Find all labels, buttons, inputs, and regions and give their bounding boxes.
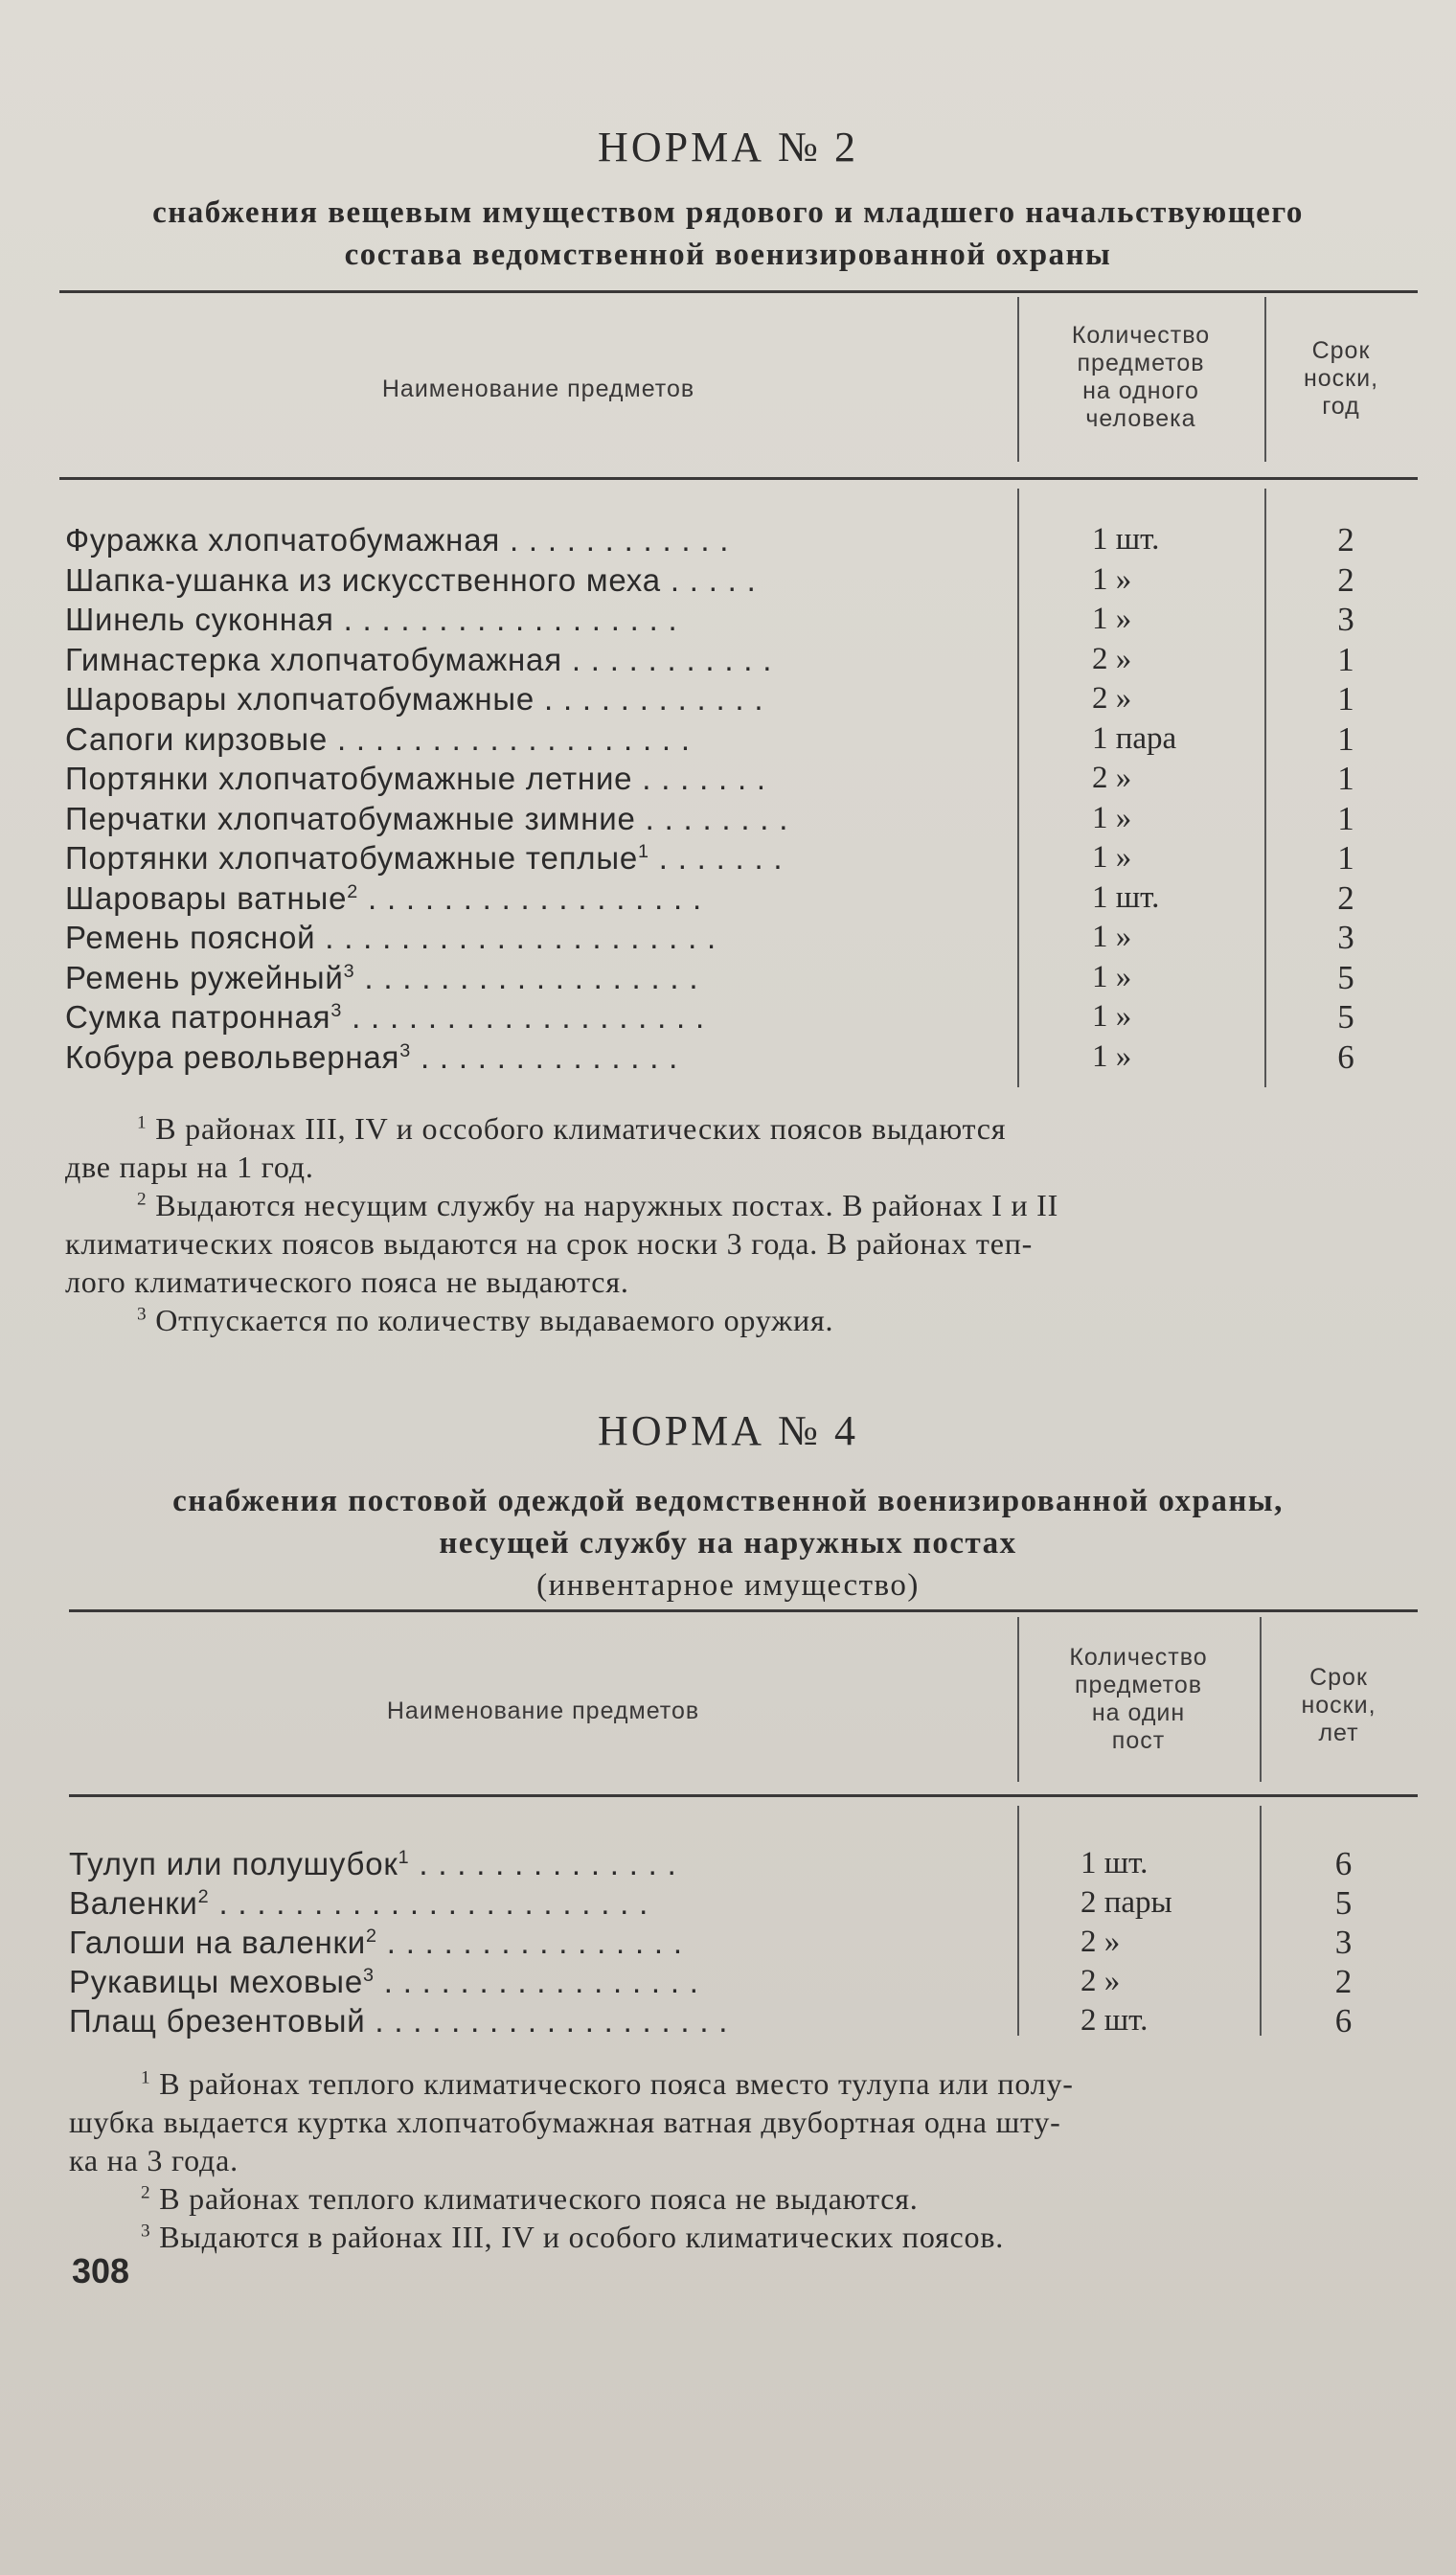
norm4-subtitle-line: несущей службу на наружных постах (439, 1526, 1017, 1561)
item-name-text: Плащ брезентовый (69, 2003, 366, 2039)
footnote-ref: 2 (197, 1886, 210, 1907)
table-row (0, 679, 1456, 718)
norm2-header-qty (1017, 322, 1264, 433)
footnote-ref: 1 (398, 1847, 410, 1868)
norm4-top-rule (69, 1609, 1418, 1612)
item-name-text: Сапоги кирзовые (65, 720, 328, 757)
table-row (0, 838, 1456, 877)
footnote-mark: 3 (137, 1304, 148, 1325)
footnote-line (69, 2179, 1074, 2218)
item-name-text: Шапка-ушанка из искусственного меха (65, 561, 661, 598)
item-quantity: 1 » (1092, 800, 1132, 835)
norm2-header-rule (59, 477, 1418, 480)
item-term: 5 (1337, 998, 1354, 1036)
header-line: Количество (1069, 1644, 1208, 1671)
item-name-text: Рукавицы меховые (69, 1964, 363, 1999)
norm4-subtitle (57, 1480, 1399, 1607)
item-name (65, 719, 999, 759)
item-term: 1 (1337, 799, 1354, 837)
leader-dots: . . . . . . . . . . . . . . (409, 1846, 677, 1881)
item-name-text: Сумка патронная (65, 999, 331, 1035)
footnote-line (65, 1148, 1058, 1186)
footnote-text: ка на 3 года. (69, 2143, 239, 2177)
item-term: 3 (1334, 1924, 1353, 1961)
item-term: 5 (1337, 958, 1354, 996)
leader-dots: . . . . . . . . . . . . . . (411, 1038, 679, 1075)
leader-dots: . . . . . . . (648, 840, 784, 876)
item-name (65, 679, 999, 718)
footnote-ref: 3 (362, 1965, 375, 1986)
norm4-title: НОРМА № 4 (598, 1407, 858, 1454)
norm4-subtitle-note: (инвентарное имущество) (536, 1568, 920, 1603)
footnote-mark: 2 (141, 2182, 151, 2203)
footnote-text: две пары на 1 год. (65, 1150, 314, 1184)
item-term: 3 (1337, 919, 1354, 956)
footnote-ref: 3 (399, 1039, 412, 1061)
item-name-text: Ремень ружейный (65, 959, 344, 995)
item-term: 5 (1334, 1884, 1353, 1922)
table-row (0, 2001, 1456, 2040)
item-term: 1 (1337, 640, 1354, 678)
header-line: предметов (1077, 350, 1205, 376)
footnote-line (65, 1224, 1058, 1263)
item-quantity: 1 пара (1092, 720, 1177, 756)
header-line: носки, (1301, 1692, 1376, 1719)
leader-dots: . . . . . . . . . . . . . . . . . . . . . (315, 920, 717, 955)
table-row (0, 719, 1456, 759)
header-line: на один (1091, 1699, 1186, 1726)
header-line: пост (1111, 1727, 1166, 1754)
footnote-mark: 1 (141, 2067, 151, 2088)
footnote-ref: 3 (330, 1000, 343, 1021)
leader-dots: . . . . . . . . . . . . (500, 522, 730, 558)
item-term: 6 (1334, 1845, 1353, 1882)
norm2-subtitle-line: снабжения вещевым имуществом рядового и младшего начальствующего (152, 195, 1304, 230)
leader-dots: . . . . . . . (632, 761, 766, 796)
item-name-text: Кобура револьверная (65, 1038, 400, 1075)
header-line: предметов (1075, 1672, 1202, 1698)
table-row (0, 918, 1456, 957)
header-line: носки, (1303, 365, 1379, 392)
norm4-header-term (1260, 1664, 1418, 1747)
item-term: 2 (1334, 1963, 1353, 2000)
item-name-text: Перчатки хлопчатобумажные зимние (65, 800, 636, 836)
footnote-text: лого климатического пояса не выдаются. (65, 1265, 629, 1299)
norm4-footnotes (69, 2064, 1074, 2256)
table-row (0, 1844, 1456, 1883)
table-row (0, 560, 1456, 600)
item-quantity: 2 » (1081, 1925, 1121, 1959)
footnote-ref: 2 (347, 880, 359, 902)
table-row (0, 799, 1456, 838)
footnote-text: климатических поясов выдаются на срок носки 3 года. В районах теп- (65, 1226, 1034, 1261)
norm2-header-name: Наименование предметов (381, 376, 695, 402)
item-name-text: Шаровары хлопчатобумажные (65, 681, 535, 717)
item-name (65, 958, 999, 997)
item-quantity: 1 » (1092, 999, 1132, 1034)
footnote-ref: 2 (366, 1926, 377, 1947)
item-name-text: Фуражка хлопчатобумажная (65, 522, 501, 558)
footnote-line (65, 1109, 1058, 1148)
item-quantity: 1 » (1092, 840, 1132, 875)
footnote-text: В районах теплого климатического пояса не выдаются. (159, 2181, 919, 2216)
footnote-text: В районах теплого климатического пояса вместо тулупа или полу- (159, 2066, 1074, 2101)
item-name (69, 1844, 1003, 1883)
item-term: 1 (1337, 760, 1354, 797)
footnote-line (69, 2141, 1074, 2179)
table-row (0, 958, 1456, 997)
footnote-mark: 1 (137, 1112, 148, 1133)
leader-dots: . . . . . . . . . . . . . . . . . . (354, 959, 699, 995)
footnote-line (65, 1301, 1058, 1339)
header-line: год (1322, 393, 1360, 420)
norm2-footnotes (65, 1109, 1058, 1339)
leader-dots: . . . . . . . . . . . . . . . . . . . (365, 2003, 729, 2039)
footnote-line (69, 2218, 1074, 2256)
leader-dots: . . . . . . . . . . . . . . . . . . . (342, 999, 705, 1035)
table-row (0, 1923, 1456, 1962)
table-row (0, 1883, 1456, 1923)
item-quantity: 1 » (1092, 602, 1132, 636)
item-name (69, 1962, 1003, 2001)
footnote-ref: 1 (638, 841, 649, 862)
leader-dots: . . . . . . . . . . . . (535, 681, 764, 717)
table-row (0, 759, 1456, 798)
leader-dots: . . . . . . . . . . . . . . . . . . (358, 879, 702, 916)
footnote-line (69, 2103, 1074, 2141)
header-line: Срок (1309, 1664, 1368, 1691)
item-quantity: 1 » (1092, 920, 1132, 954)
header-line: Количество (1071, 322, 1211, 349)
footnote-line (65, 1263, 1058, 1301)
item-name (65, 878, 999, 918)
leader-dots: . . . . . . . . . . . . . . . . . (374, 1964, 699, 1999)
item-name (65, 560, 999, 600)
leader-dots: . . . . . . . . . . . . . . . . (376, 1925, 683, 1960)
item-quantity: 2 пары (1081, 1885, 1172, 1920)
header-line: лет (1318, 1720, 1359, 1746)
footnote-line (65, 1186, 1058, 1224)
norm2-subtitle (57, 192, 1399, 276)
item-name (69, 2001, 1003, 2040)
footnote (69, 2179, 1074, 2218)
item-name (65, 1037, 999, 1077)
table-row (0, 878, 1456, 918)
item-name (65, 640, 999, 679)
item-term: 1 (1337, 839, 1354, 877)
item-term: 6 (1337, 1037, 1354, 1076)
header-line: Срок (1311, 337, 1371, 364)
item-term: 3 (1337, 601, 1354, 638)
leader-dots: . . . . . (660, 561, 757, 598)
item-name-text: Шинель суконная (65, 602, 334, 637)
footnote (65, 1186, 1058, 1301)
footnote-text: шубка выдается куртка хлопчатобумажная ватная двубортная одна шту- (69, 2105, 1061, 2139)
item-name-text: Портянки хлопчатобумажные теплые (65, 840, 638, 876)
footnote (65, 1109, 1058, 1186)
footnote (65, 1301, 1058, 1339)
item-name (65, 759, 999, 798)
item-name-text: Гимнастерка хлопчатобумажная (65, 641, 562, 677)
footnote-mark: 3 (141, 2221, 151, 2242)
footnote-text: В районах III, IV и оссобого климатических поясов выдаются (155, 1111, 1007, 1146)
item-quantity: 2 » (1092, 761, 1132, 795)
item-name-text: Ремень поясной (65, 920, 316, 955)
item-name-text: Шаровары ватные (65, 879, 348, 916)
footnote-text: Отпускается по количеству выдаваемого оружия. (155, 1303, 834, 1337)
item-term: 2 (1337, 560, 1354, 599)
item-quantity: 1 » (1092, 959, 1132, 994)
norm2-title: НОРМА № 2 (598, 124, 858, 171)
item-name (65, 997, 999, 1037)
item-name (65, 799, 999, 838)
footnote-line (69, 2064, 1074, 2103)
item-quantity: 2 » (1092, 681, 1132, 716)
page-number: 308 (72, 2251, 130, 2290)
table-row (0, 997, 1456, 1037)
norm2-header-term (1264, 337, 1418, 421)
leader-dots: . . . . . . . . . . . . . . . . . . . . . . . (209, 1885, 649, 1921)
item-quantity: 2 » (1092, 641, 1132, 676)
item-name (69, 1883, 1003, 1923)
item-quantity: 1 шт. (1092, 522, 1160, 557)
table-row (0, 640, 1456, 679)
item-term: 1 (1337, 680, 1354, 718)
footnote (69, 2064, 1074, 2179)
norm4-header-qty (1017, 1644, 1260, 1755)
item-name-text: Галоши на валенки (69, 1925, 366, 1960)
norm4-header-name: Наименование предметов (386, 1698, 700, 1724)
item-name-text: Тулуп или полушубок (69, 1846, 398, 1881)
table-row (0, 1037, 1456, 1077)
item-name (65, 520, 999, 559)
item-name (69, 1923, 1003, 1962)
item-quantity: 1 » (1092, 1038, 1132, 1074)
norm4-header-rule (69, 1794, 1418, 1797)
norm2-top-rule (59, 290, 1418, 293)
footnote (69, 2218, 1074, 2256)
item-quantity: 2 шт. (1081, 2003, 1149, 2038)
footnote-text: Выдаются в районах III, IV и особого климатических поясов. (159, 2220, 1005, 2254)
item-name-text: Портянки хлопчатобумажные летние (65, 761, 633, 796)
item-name (65, 838, 999, 877)
norm2-subtitle-line: состава ведомственной военизированной охраны (344, 238, 1112, 272)
item-quantity: 2 » (1081, 1964, 1121, 1998)
item-quantity: 1 » (1092, 561, 1132, 597)
table-row (0, 520, 1456, 559)
item-name (65, 918, 999, 957)
item-name-text: Валенки (69, 1885, 198, 1921)
table-row (0, 1962, 1456, 2001)
footnote-ref: 3 (343, 960, 355, 982)
leader-dots: . . . . . . . . . . . (561, 641, 773, 677)
item-term: 2 (1337, 878, 1354, 917)
norm4-subtitle-line: снабжения постовой одеждой ведомственной военизированной охраны, (172, 1484, 1284, 1518)
leader-dots: . . . . . . . . . . . . . . . . . . . (328, 720, 691, 757)
item-term: 6 (1334, 2002, 1353, 2039)
header-line: человека (1085, 405, 1196, 432)
leader-dots: . . . . . . . . (635, 800, 789, 836)
leader-dots: . . . . . . . . . . . . . . . . . . (333, 602, 678, 637)
item-quantity: 1 шт. (1092, 879, 1160, 915)
table-row (0, 600, 1456, 639)
footnote-text: Выдаются несущим службу на наружных постах. В районах I и II (155, 1188, 1059, 1222)
item-quantity: 1 шт. (1081, 1846, 1149, 1880)
item-term: 2 (1337, 521, 1354, 558)
footnote-mark: 2 (137, 1189, 148, 1210)
item-name (65, 600, 999, 639)
header-line: на одного (1082, 377, 1199, 404)
item-term: 1 (1337, 719, 1354, 758)
